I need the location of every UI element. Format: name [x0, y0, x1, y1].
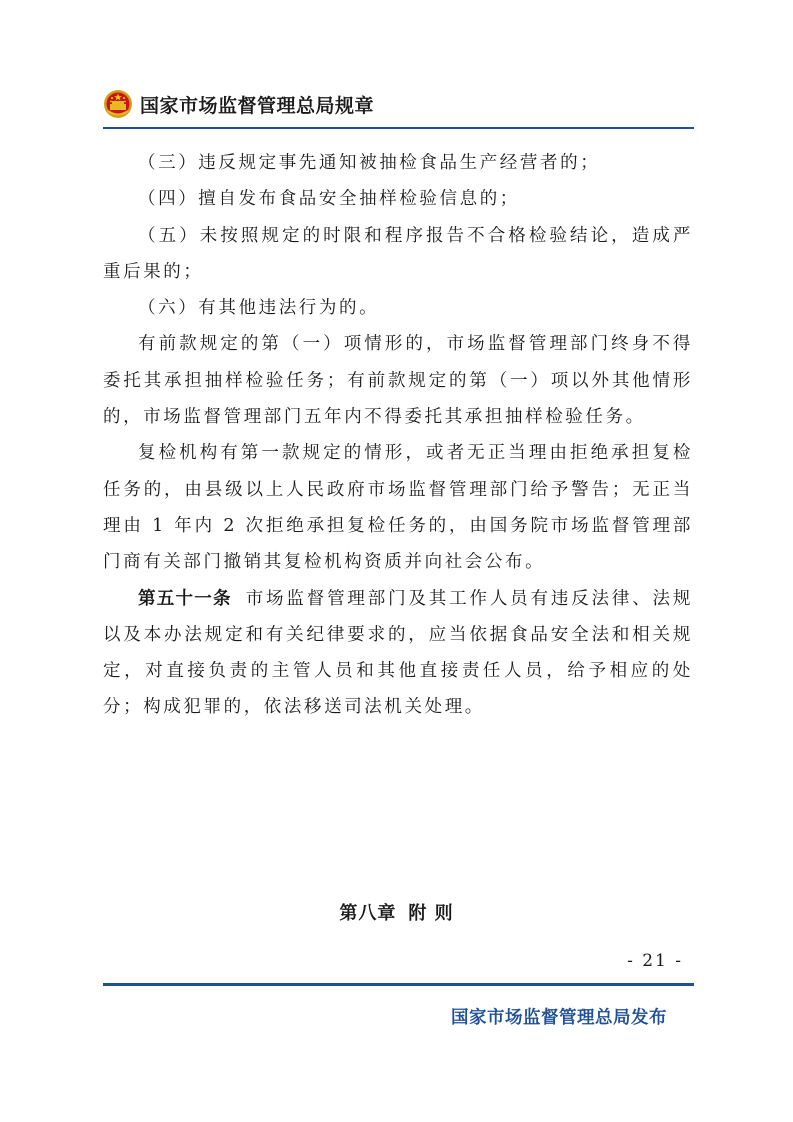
paragraph-recheck-agency: 复检机构有第一款规定的情形，或者无正当理由拒绝承担复检任务的，由县级以上人民政府市场监督管理部门给予警告；无正当理由 1 年内 2 次拒绝承担复检任务的，由国务院市场监督管理部门商有关部门撤销其复检机构资质并向社会公布。 — [103, 443, 693, 573]
article-51 — [103, 581, 693, 726]
paragraph-penalty: 有前款规定的第（一）项情形的，市场监督管理部门终身不得委托其承担抽样检验任务；有前款规定的第（一）项以外其他情形的，市场监督管理部门五年内不得委托其承担抽样检验任务。 — [103, 334, 693, 428]
paragraph-item-3: （三）违反规定事先通知被抽检食品生产经营者的； — [138, 153, 601, 173]
page-header — [103, 86, 703, 122]
header-divider — [103, 127, 694, 129]
article-text: 市场监督管理部门及其工作人员有违反法律、法规以及本办法规定和有关纪律要求的，应当依据食品安全法和相关规定，对直接负责的主管人员和其他直接责任人员，给予相应的处分；构成犯罪的，依法移送司法机关处理。 — [103, 588, 694, 718]
chapter-number: 第八章 — [339, 903, 397, 924]
chapter-heading — [0, 899, 793, 925]
document-body — [103, 145, 693, 726]
header-title: 国家市场监督管理总局规章 — [140, 94, 375, 117]
page-number: - 21 - — [627, 951, 683, 971]
paragraph-item-6: （六）有其他违法行为的。 — [138, 298, 380, 319]
footer-divider — [103, 983, 694, 986]
national-emblem-icon — [103, 89, 133, 119]
paragraph-item-4: （四）擅自发布食品安全抽样检验信息的； — [138, 189, 520, 210]
footer-publisher: 国家市场监督管理总局发布 — [451, 1008, 667, 1028]
chapter-title: 附 则 — [408, 903, 454, 924]
article-heading: 第五十一条 — [138, 588, 232, 609]
paragraph-item-5: （五）未按照规定的时限和程序报告不合格检验结论，造成严重后果的； — [103, 225, 693, 282]
